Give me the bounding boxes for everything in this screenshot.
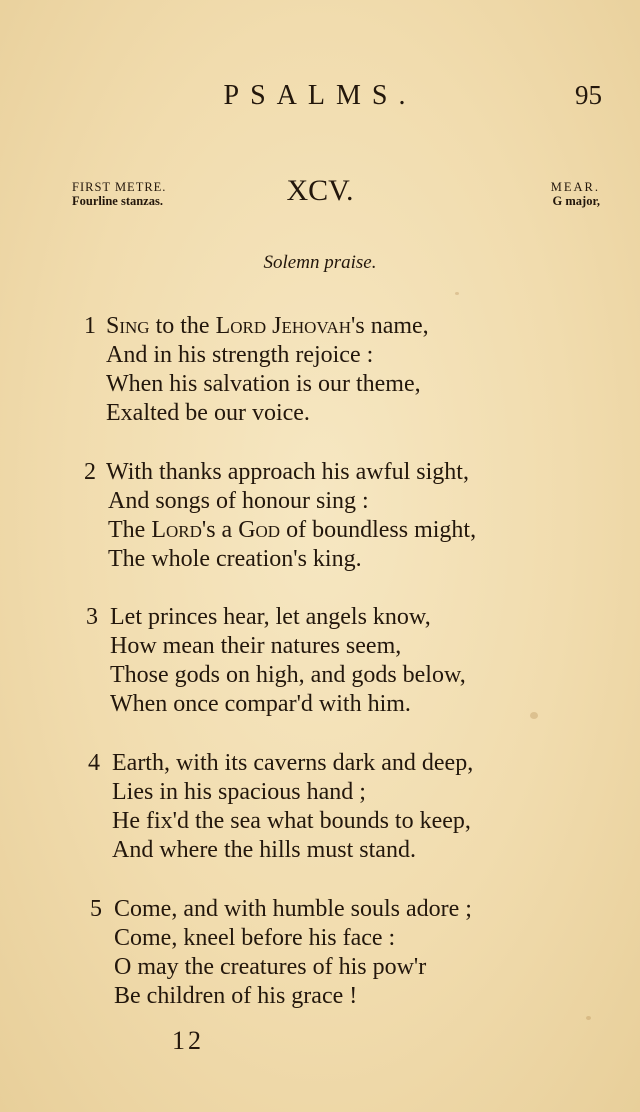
stanza-line: And in his strength rejoice : <box>106 342 374 368</box>
small-caps-word: Sing <box>106 313 150 339</box>
meter-line-2: Fourline stanzas. <box>72 194 163 208</box>
stanza-number: 5 <box>90 896 102 922</box>
psalm-subtitle: Solemn praise. <box>263 252 377 273</box>
psalm-number: XCV. <box>286 174 354 207</box>
tune-name: MEAR. <box>550 180 600 194</box>
stanza-number: 4 <box>88 750 100 776</box>
stanza-line: He fix'd the sea what bounds to keep, <box>112 808 471 834</box>
small-caps-word: Jehovah <box>272 313 352 339</box>
stanza-line: Come, and with humble souls adore ; <box>114 896 472 922</box>
stanza-line: How mean their natures seem, <box>110 633 402 659</box>
page-number: 95 <box>575 80 602 110</box>
stanza-line: Come, kneel before his face : <box>114 925 396 951</box>
stanza-line: Those gods on high, and gods below, <box>110 662 466 688</box>
stanza-number: 1 <box>84 313 96 339</box>
stanza-line: With thanks approach his awful sight, <box>106 459 469 485</box>
signature-mark: 12 <box>172 1026 204 1055</box>
stanza-line: Exalted be our voice. <box>106 400 310 426</box>
foxing-spot <box>586 1016 591 1020</box>
small-caps-word: Lord <box>215 313 267 339</box>
stanza-number: 2 <box>84 459 96 485</box>
foxing-spot <box>455 292 459 295</box>
stanza-line: Lies in his spacious hand ; <box>112 779 366 805</box>
stanza-line: When once compar'd with him. <box>110 691 411 717</box>
foxing-spot <box>530 712 538 719</box>
stanza-line: Earth, with its caverns dark and deep, <box>112 750 474 776</box>
small-caps-word: God <box>238 517 281 543</box>
stanza-line: O may the creatures of his pow'r <box>114 954 427 980</box>
stanza-line: The Lord's a God of boundless might, <box>108 517 477 543</box>
tune-key: G major, <box>552 194 600 208</box>
stanza-line: The whole creation's king. <box>108 546 362 572</box>
stanza-number: 3 <box>86 604 98 630</box>
stanza-line: And where the hills must stand. <box>112 837 416 863</box>
stanza-line: When his salvation is our theme, <box>106 371 421 397</box>
stanza-line: And songs of honour sing : <box>108 488 369 514</box>
stanza-line: Be children of his grace ! <box>114 983 358 1009</box>
stanza-line: Sing to the Lord Jehovah's name, <box>106 313 429 339</box>
meter-line-1: FIRST METRE. <box>72 180 167 194</box>
tune-note <box>551 180 600 208</box>
stanza-line: Let princes hear, let angels know, <box>110 604 431 630</box>
running-title: PSALMS. <box>223 80 417 111</box>
small-caps-word: Lord <box>151 517 202 543</box>
